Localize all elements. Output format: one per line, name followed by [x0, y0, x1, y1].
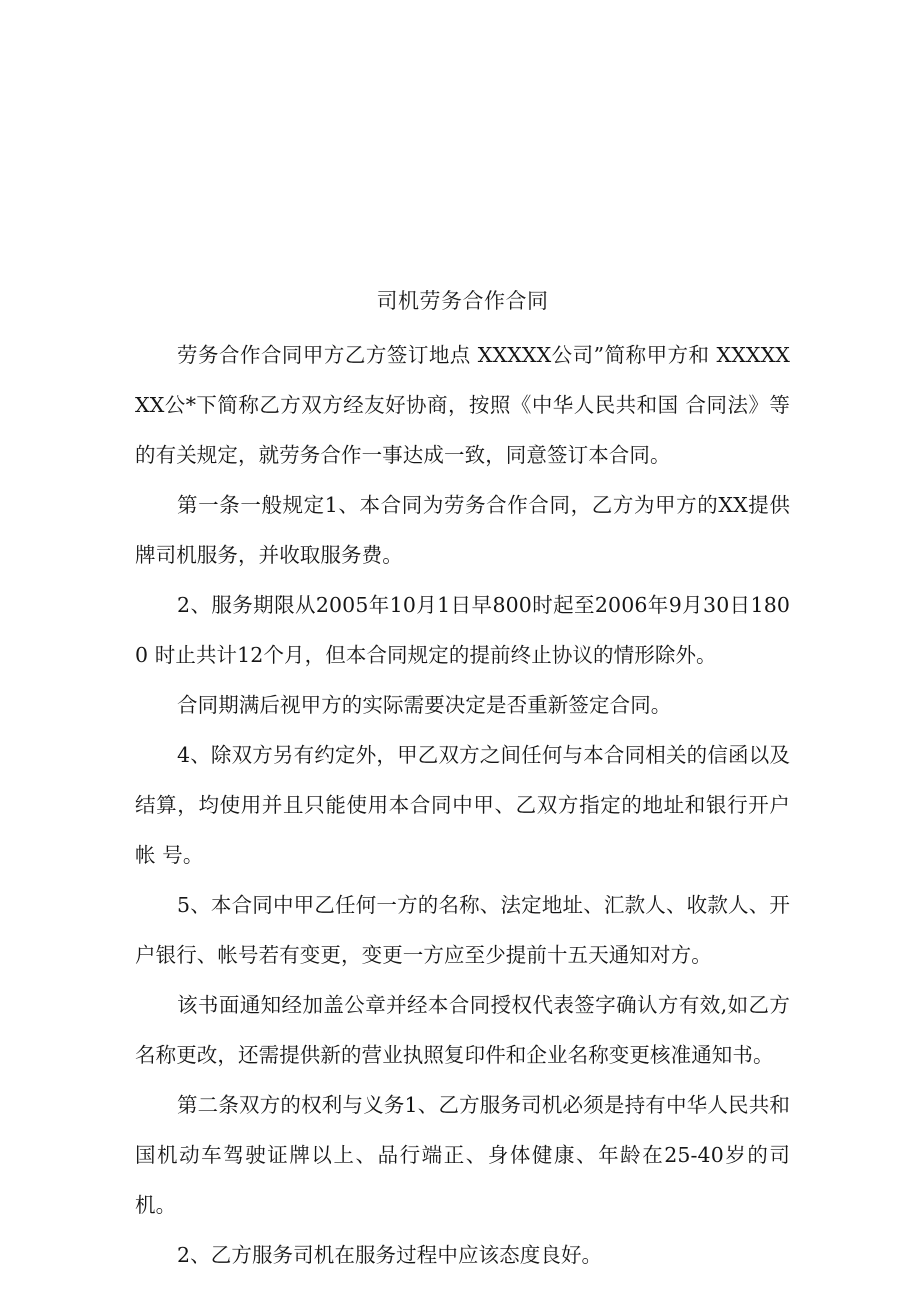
contract-paragraph: 第一条一般规定1、本合同为劳务合作合同，乙方为甲方的XX提供 牌司机服务，并收取服务费。	[135, 493, 790, 567]
contract-paragraph: 5、本合同中甲乙任何一方的名称、法定地址、汇款人、收款人、开 户银行、帐号若有变更，变更一方应至少提前十五天通知对方。	[135, 893, 790, 967]
page-title: 司机劳务合作合同	[376, 289, 549, 314]
contract-paragraph: 合同期满后视甲方的实际需要决定是否重新签定合同。	[177, 693, 672, 717]
contract-paragraph: 第二条双方的权利与义务1、乙方服务司机必须是持有中华人民共和 国机动车驾驶证牌以上、品行端正、身体健康、年龄在25-40岁的司机。	[135, 1093, 790, 1217]
contract-paragraph: 该书面通知经加盖公章并经本合同授权代表签字确认方有效,如乙方 名称更改，还需提供新的营业执照复印件和企业名称变更核准通知书。	[135, 993, 790, 1067]
contract-paragraph: 2、服务期限从2005年10月1日早800时起至2006年9月30日1800 时止共计12个月，但本合同规定的提前终止协议的情形除外。	[135, 593, 790, 667]
contract-paragraph: 2、乙方服务司机在服务过程中应该态度良好。	[177, 1243, 603, 1267]
contract-clauses	[135, 330, 790, 1280]
contract-paragraph: 4、除双方另有约定外，甲乙双方之间任何与本合同相关的信函以及 结算，均使用并且只能使用本合同中甲、乙双方指定的地址和银行开户帐 号。	[135, 743, 790, 867]
contract-paragraph: 劳务合作合同甲方乙方签订地点 XXXXX公司”简称甲方和 XXXXXXX公*下简称乙方双方经友好协商，按照《中华人民共和国 合同法》等的有关规定，就劳务合作一事达成一致，同意签订本合同。	[135, 343, 790, 467]
